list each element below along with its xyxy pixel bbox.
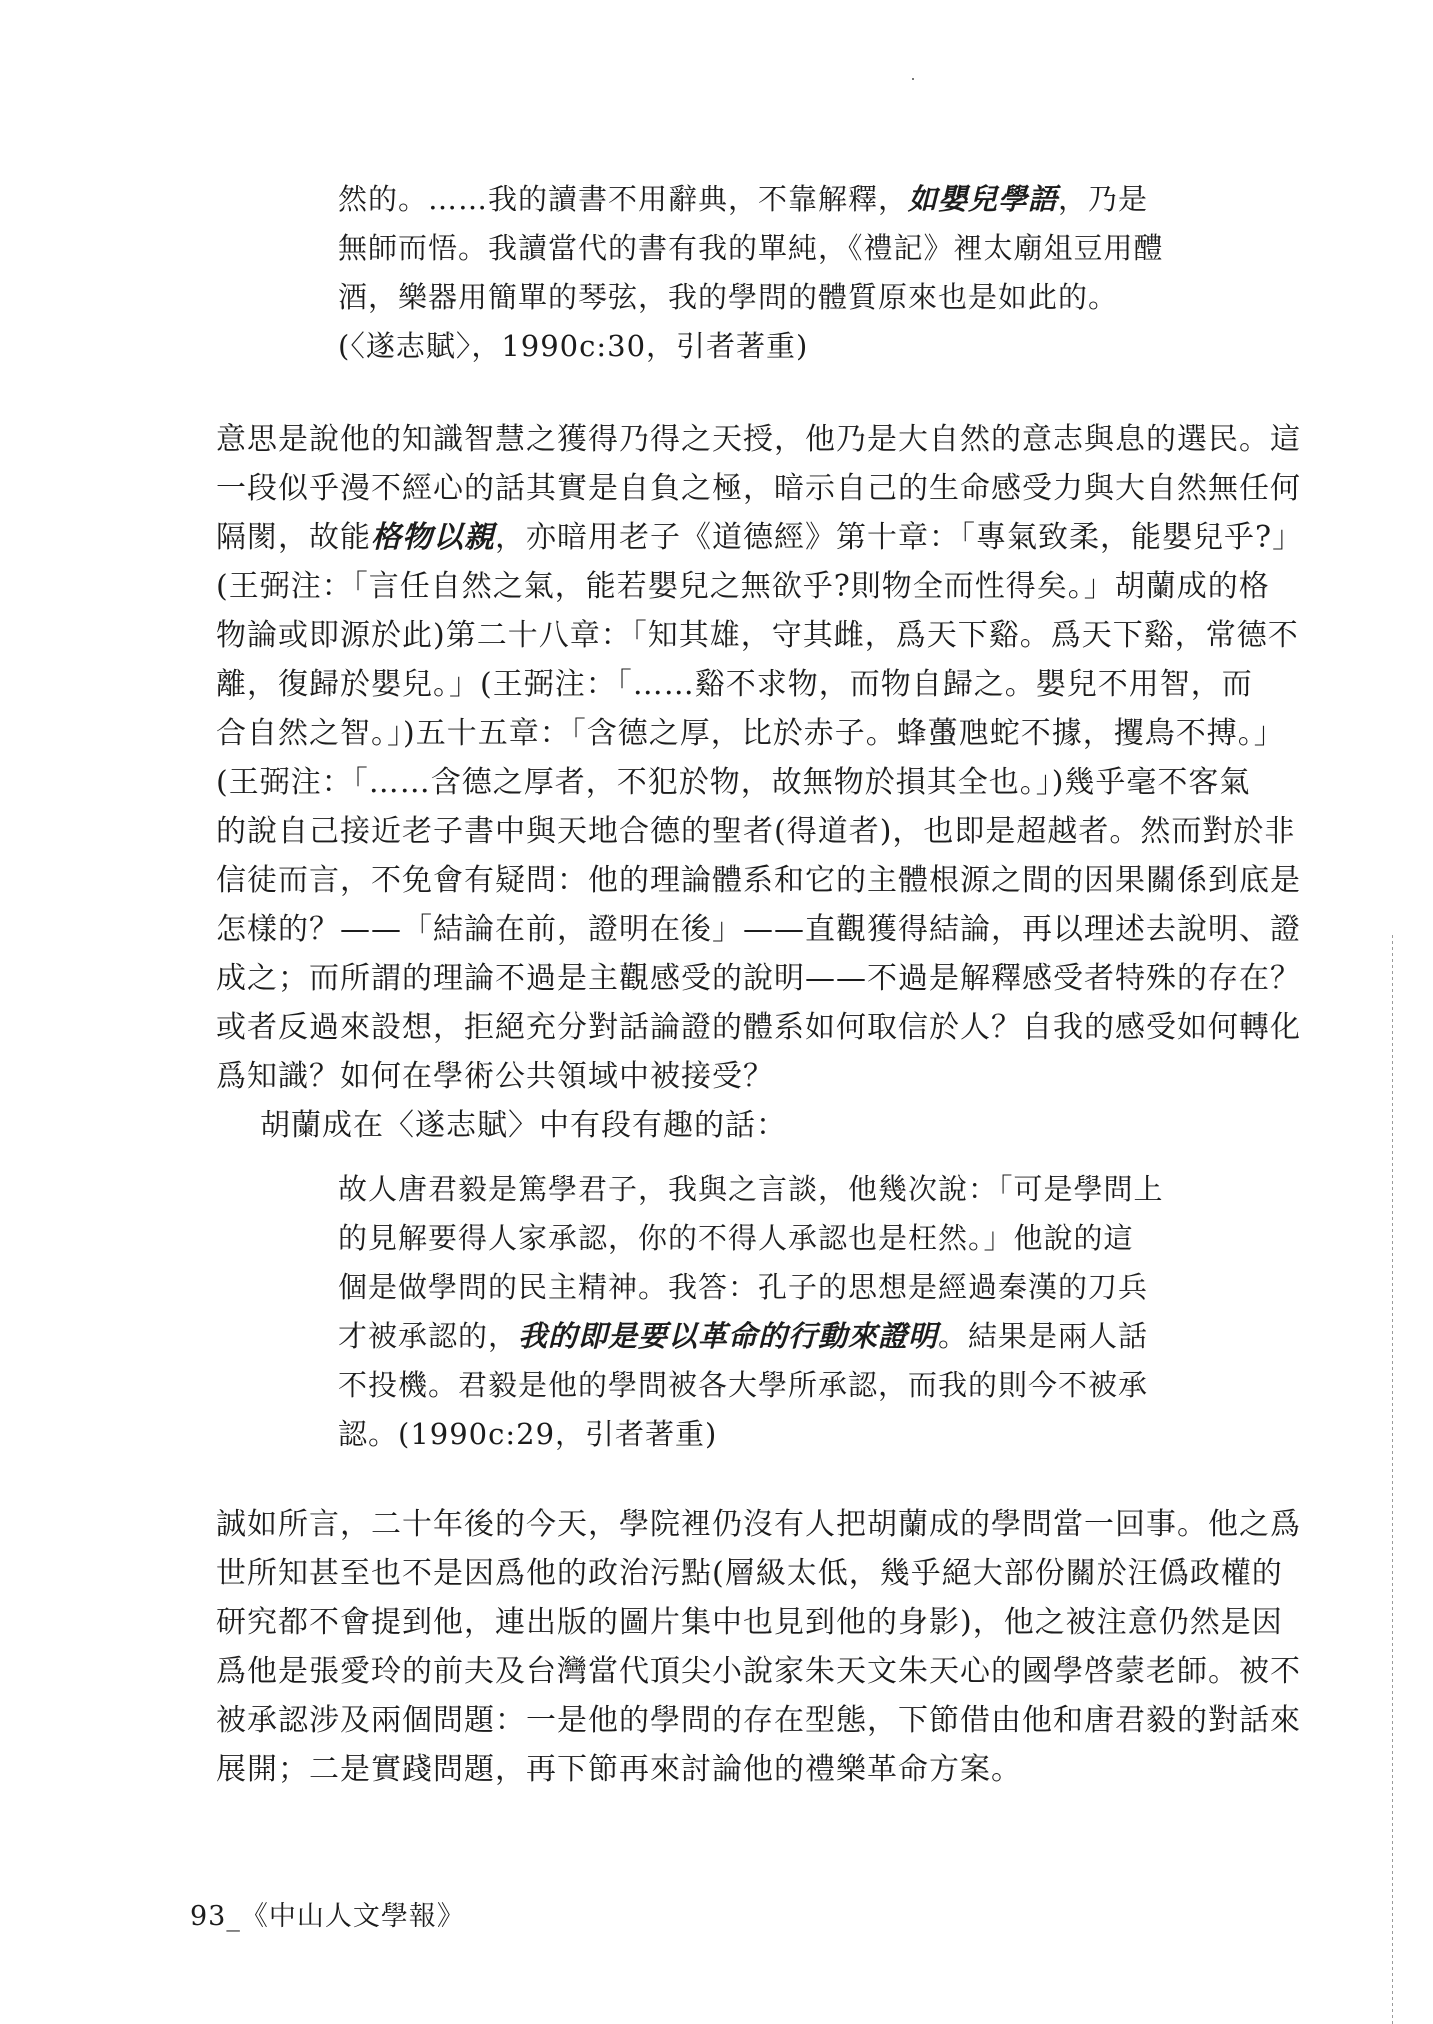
text-line: 故人唐君毅是篤學君子，我與之言談，他幾次說：「可是學問上	[338, 1172, 1164, 1206]
emphasis-text: 格物以親	[371, 520, 495, 555]
text-line: 或者反過來設想，拒絕充分對話論證的體系如何取信於人？自我的感受如何轉化	[216, 1010, 1301, 1045]
scan-edge-line	[1392, 935, 1393, 2024]
block-quote-1	[338, 175, 1164, 371]
emphasis-text: 如嬰兒學語	[908, 182, 1059, 216]
text-line: 爲他是張愛玲的前夫及台灣當代頂尖小說家朱天文朱天心的國學啓蒙老師。被不	[216, 1654, 1301, 1689]
text-line: 酒，樂器用簡單的琴弦，我的學問的體質原來也是如此的。	[338, 280, 1119, 314]
text-line: 的見解要得人家承認，你的不得人承認也是枉然。」他說的這	[338, 1221, 1134, 1255]
text-line: 展開；二是實踐問題，再下節再來討論他的禮樂革命方案。	[216, 1752, 1022, 1787]
text-line: 怎樣的？——「結論在前，證明在後」——直觀獲得結論，再以理述去說明、證	[216, 912, 1301, 947]
block-quote-2	[338, 1165, 1164, 1459]
text-line: 物論或即源於此)第二十八章：「知其雄，守其雌，爲天下谿。爲天下谿，常德不	[216, 618, 1299, 653]
text-line: 被承認涉及兩個問題：一是他的學問的存在型態，下節借由他和唐君毅的對話來	[216, 1703, 1301, 1738]
citation: (〈遂志賦〉，1990c:30，引者著重)	[338, 329, 809, 363]
paragraph-1	[216, 415, 1304, 1150]
text-line: 誠如所言，二十年後的今天，學院裡仍沒有人把胡蘭成的學問當一回事。他之爲	[216, 1507, 1301, 1542]
text-line: 成之；而所謂的理論不過是主觀感受的說明——不過是解釋感受者特殊的存在？	[216, 961, 1301, 996]
text-line: 合自然之智。」)五十五章：「含德之厚，比於赤子。蜂蠆虺蛇不據，攫鳥不搏。」	[216, 716, 1285, 751]
text-line: 無師而悟。我讀當代的書有我的單純，《禮記》裡太廟俎豆用醴	[338, 231, 1164, 265]
text-line: 爲知識？如何在學術公共領域中被接受？	[216, 1059, 774, 1094]
citation: 認。(1990c:29，引者著重)	[338, 1417, 718, 1451]
text-line: 的說自己接近老子書中與天地合德的聖者(得道者)，也即是超越者。然而對於非	[216, 814, 1296, 849]
text-line: 信徒而言，不免會有疑問：他的理論體系和它的主體根源之間的因果關係到底是	[216, 863, 1301, 898]
text-line: 研究都不會提到他，連出版的圖片集中也見到他的身影)，他之被注意仍然是因	[216, 1605, 1283, 1640]
text-line: 胡蘭成在〈遂志賦〉中有段有趣的話：	[260, 1108, 787, 1143]
text-line: 才被承認的，我的即是要以革命的行動來證明。結果是兩人話	[338, 1319, 1149, 1353]
text-line: (王弼注：「……含德之厚者，不犯於物，故無物於損其全也。」)幾乎毫不客氣	[216, 765, 1251, 800]
text-line: 隔閡，故能格物以親，亦暗用老子《道德經》第十章：「專氣致柔，能嬰兒乎?」	[216, 520, 1304, 555]
text-line: 不投機。君毅是他的學問被各大學所承認，而我的則今不被承	[338, 1368, 1149, 1402]
paragraph-3	[216, 1500, 1301, 1794]
text-line: 世所知甚至也不是因爲他的政治污點(層級太低，幾乎絕大部份關於汪僞政權的	[216, 1556, 1283, 1591]
page-footer: 93_《中山人文學報》	[190, 1901, 465, 1932]
scan-speck	[912, 78, 914, 80]
text-line: 個是做學問的民主精神。我答：孔子的思想是經過秦漢的刀兵	[338, 1270, 1149, 1304]
text-line: 然的。……我的讀書不用辭典，不靠解釋，如嬰兒學語，乃是	[338, 182, 1149, 216]
emphasis-text: 我的即是要以革命的行動來證明	[518, 1319, 939, 1353]
text-line: 離，復歸於嬰兒。」(王弼注：「……谿不求物，而物自歸之。嬰兒不用智，而	[216, 667, 1253, 702]
text-line: 意思是說他的知識智慧之獲得乃得之天授，他乃是大自然的意志與息的選民。這	[216, 422, 1301, 457]
text-line: 一段似乎漫不經心的話其實是自負之極，暗示自己的生命感受力與大自然無任何	[216, 471, 1301, 506]
text-line: (王弼注：「言任自然之氣，能若嬰兒之無欲乎?則物全而性得矣。」胡蘭成的格	[216, 569, 1270, 604]
